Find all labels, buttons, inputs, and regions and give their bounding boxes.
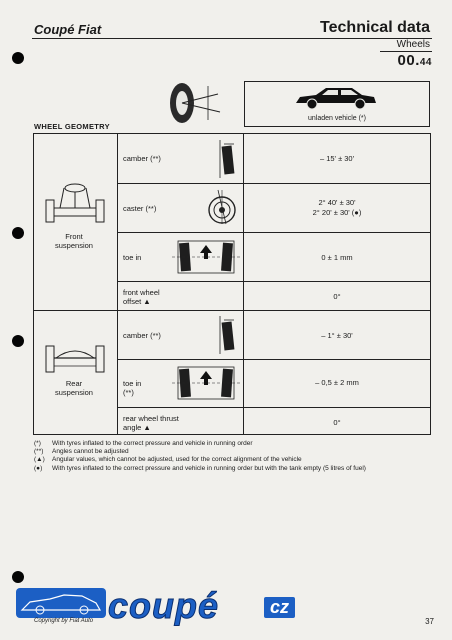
- table-divider-group: [33, 310, 431, 311]
- footnote-key: (▲): [34, 456, 45, 464]
- table-divider-col1: [117, 133, 118, 435]
- table-row-divider: [117, 232, 431, 233]
- page-number: 37: [425, 617, 434, 626]
- footnotes: [34, 440, 434, 473]
- front-suspension-label: Front suspension: [55, 232, 93, 250]
- front-camber-label: camber (**): [123, 154, 161, 163]
- brand-suffix: cz: [264, 597, 295, 618]
- front-caster-value-1: 2° 40' ± 30': [318, 198, 356, 207]
- front-caster-value-2: 2° 20' ± 30' (●): [312, 208, 362, 217]
- copyright-text: Copyright by Fiat Auto: [34, 618, 94, 624]
- table-divider-col2: [243, 133, 244, 435]
- punch-hole-3: [12, 335, 24, 347]
- rear-thrust-angle-value: 0°: [333, 418, 341, 427]
- footnote-key: (●): [34, 464, 43, 472]
- brand-car-logo-icon: [16, 588, 106, 618]
- front-suspension-icon: [42, 178, 108, 228]
- front-wheel-offset-value: 0°: [333, 292, 341, 301]
- front-wheel-offset-label: front wheel offset ▲: [123, 288, 160, 306]
- front-caster-label: caster (**): [123, 204, 157, 213]
- rear-thrust-angle-label: rear wheel thrust angle ▲: [123, 414, 179, 432]
- toe-in-icon: [172, 363, 240, 403]
- punch-hole-2: [12, 227, 24, 239]
- front-toe-in-label: toe in: [123, 253, 142, 262]
- front-camber-value: – 15' ± 30': [319, 154, 355, 163]
- section-code: [398, 52, 432, 69]
- footnote-key: (*): [34, 440, 41, 447]
- footnote-text: With tyres inflated to the correct pressure and vehicle in running order but with the tank empty (5 litres of fuel): [52, 464, 366, 472]
- table-row-divider: [117, 359, 431, 360]
- section-code-sub: 44: [419, 57, 432, 68]
- front-caster-value: [244, 198, 430, 218]
- page-subtitle: Wheels: [396, 39, 430, 50]
- table-row-divider: [117, 281, 431, 282]
- document-brand-title: Coupé Fiat: [34, 22, 102, 37]
- footnote: [34, 440, 434, 448]
- footnote-text: Angular values, which cannot be adjusted, used for the correct alignment of the vehicle: [52, 456, 302, 464]
- header-rule: [32, 38, 432, 39]
- footnote-text: With tyres inflated to the correct pressure and vehicle in running order: [52, 440, 253, 447]
- front-toe-in-value: 0 ± 1 mm: [321, 253, 353, 262]
- unladen-vehicle-label: unladen vehicle (*): [308, 115, 366, 122]
- rear-toe-in-label: toe in (**): [123, 379, 142, 397]
- punch-hole-4: [12, 571, 24, 583]
- punch-hole-1: [12, 52, 24, 64]
- rear-suspension-icon: [42, 340, 108, 376]
- brand-wordmark: coupé: [108, 585, 220, 626]
- table-row-divider: [117, 183, 431, 184]
- rear-suspension-label: Rear suspension: [55, 379, 93, 397]
- wheel-axle-icon: [168, 80, 228, 126]
- camber-icon: [214, 140, 238, 178]
- rear-camber-value: – 1° ± 30': [321, 331, 353, 340]
- footnote-key: (**): [34, 448, 44, 456]
- car-side-icon: [294, 85, 378, 111]
- caster-icon: [206, 188, 238, 226]
- footnote: [34, 456, 434, 464]
- section-title: WHEEL GEOMETRY: [34, 122, 110, 131]
- toe-in-icon: [172, 237, 240, 277]
- page-title: Technical data: [320, 19, 430, 36]
- table-row-divider: [117, 407, 431, 408]
- footnote: [34, 448, 434, 456]
- footnote: [34, 465, 434, 473]
- camber-icon: [214, 316, 238, 354]
- rear-toe-in-value: – 0,5 ± 2 mm: [315, 378, 359, 387]
- footnote-text: Angles cannot be adjusted: [52, 448, 129, 456]
- rear-camber-label: camber (**): [123, 331, 161, 340]
- section-code-main: 00.: [397, 52, 420, 69]
